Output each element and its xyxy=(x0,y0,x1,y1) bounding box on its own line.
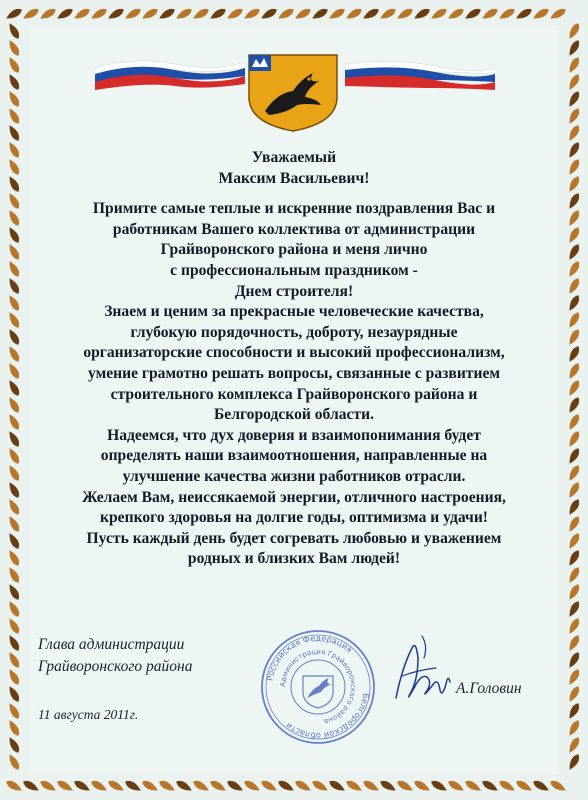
border-leaf xyxy=(327,778,346,793)
border-leaf xyxy=(566,123,581,142)
border-leaf xyxy=(89,778,108,793)
border-leaf xyxy=(6,310,21,329)
border-leaf xyxy=(72,6,91,21)
border-leaf xyxy=(6,259,21,278)
border-leaf xyxy=(106,778,125,793)
border-leaf xyxy=(566,480,581,499)
letter-line: организаторские способности и высокий профессионализм, xyxy=(83,344,505,362)
border-leaf xyxy=(242,778,261,793)
letter-line: Днем строителя! xyxy=(234,282,354,300)
border-leaf xyxy=(6,633,21,652)
border-leaf xyxy=(497,778,516,793)
border-leaf xyxy=(566,174,581,193)
border-leaf xyxy=(566,208,581,227)
stamp-text-top: Российская Федерация xyxy=(264,632,355,682)
border-leaf xyxy=(6,89,21,108)
letter-paragraphs xyxy=(40,199,548,570)
border-leaf xyxy=(514,6,533,21)
letter-line: строительного комплекса Грайворонского района и xyxy=(110,385,478,403)
letter-line: определять наши взаимоотношения, направленные на xyxy=(100,447,488,465)
letter-line: умение грамотно решать вопросы, связанные с развитием xyxy=(88,364,500,382)
border-leaf xyxy=(566,157,581,176)
border-leaf xyxy=(566,361,581,380)
border-leaf xyxy=(378,778,397,793)
border-leaf xyxy=(514,778,533,793)
border-leaf xyxy=(157,6,176,21)
border-leaf xyxy=(6,225,21,244)
border-leaf xyxy=(566,259,581,278)
border-leaf xyxy=(566,531,581,550)
letter-line: крепкого здоровья на долгие годы, оптимизма и удачи! xyxy=(100,509,488,527)
border-leaf xyxy=(566,310,581,329)
border-leaf xyxy=(6,480,21,499)
border-leaf xyxy=(566,565,581,584)
handwritten-signature xyxy=(388,628,458,714)
border-leaf xyxy=(225,778,244,793)
border-leaf xyxy=(6,497,21,516)
stamp-text-mid: Администрация Грайворонского района xyxy=(278,647,358,726)
border-leaf xyxy=(6,344,21,363)
letter-line: глубокую порядочность, доброту, незаурядные xyxy=(130,323,458,341)
border-leaf xyxy=(6,174,21,193)
border-leaf xyxy=(293,6,312,21)
border-leaf xyxy=(412,778,431,793)
border-leaf xyxy=(566,548,581,567)
letter-line: родных и близких Вам людей! xyxy=(187,550,401,568)
border-leaf xyxy=(566,650,581,669)
official-stamp xyxy=(259,628,377,746)
border-leaf xyxy=(480,6,499,21)
border-leaf xyxy=(6,72,21,91)
border-leaf xyxy=(429,778,448,793)
salutation xyxy=(40,148,548,189)
border-leaf xyxy=(566,446,581,465)
border-leaf xyxy=(4,778,23,793)
border-leaf xyxy=(566,344,581,363)
border-leaf xyxy=(566,429,581,448)
border-leaf xyxy=(259,778,278,793)
border-leaf xyxy=(531,778,550,793)
border-leaf xyxy=(566,242,581,261)
border-leaf xyxy=(6,531,21,550)
border-leaf xyxy=(191,6,210,21)
border-leaf xyxy=(566,21,581,40)
border-leaf xyxy=(225,6,244,21)
border-leaf xyxy=(6,446,21,465)
letter-line: Желаем Вам, неиссякаемой энергии, отличного настроения, xyxy=(82,488,506,506)
border-leaf xyxy=(566,667,581,686)
border-leaf xyxy=(566,140,581,159)
signer-name: А.Головин xyxy=(456,680,522,697)
border-leaf xyxy=(463,6,482,21)
border-leaf xyxy=(6,276,21,295)
border-leaf xyxy=(6,361,21,380)
border-leaf xyxy=(566,225,581,244)
border-leaf xyxy=(276,6,295,21)
border-leaf xyxy=(140,778,159,793)
border-leaf xyxy=(566,463,581,482)
border-leaf xyxy=(6,412,21,431)
border-leaf xyxy=(566,684,581,703)
border-leaf xyxy=(123,778,142,793)
letter-body xyxy=(40,148,548,570)
border-leaf xyxy=(242,6,261,21)
letter-line: с профессиональным праздником - xyxy=(170,261,418,279)
border-leaf xyxy=(123,6,142,21)
border-leaf xyxy=(395,6,414,21)
border-leaf xyxy=(89,6,108,21)
signer-title xyxy=(38,634,193,678)
border-leaf xyxy=(566,378,581,397)
border-leaf xyxy=(548,6,567,21)
letter-line: улучшение качества жизни работников отрасли. xyxy=(122,467,466,485)
border-leaf xyxy=(566,582,581,601)
border-leaf xyxy=(6,21,21,40)
border-leaf xyxy=(6,395,21,414)
border-leaf xyxy=(566,497,581,516)
border-leaf xyxy=(259,6,278,21)
border-leaf xyxy=(174,778,193,793)
stamp-emblem xyxy=(303,676,333,708)
border-leaf xyxy=(566,72,581,91)
border-leaf xyxy=(497,6,516,21)
stamp-text-bottom: Белгородской области xyxy=(283,692,372,742)
border-leaf xyxy=(6,752,21,771)
border-leaf xyxy=(6,548,21,567)
border-leaf xyxy=(4,6,23,21)
border-leaf xyxy=(140,6,159,21)
border-leaf xyxy=(6,157,21,176)
border-leaf xyxy=(21,778,40,793)
border-leaf xyxy=(310,6,329,21)
border-leaf xyxy=(566,616,581,635)
border-leaf xyxy=(6,701,21,720)
letter-date: 11 августа 2011г. xyxy=(38,707,139,722)
border-leaf xyxy=(6,718,21,737)
signer-title-line-1: Глава администрации xyxy=(38,636,185,653)
border-leaf xyxy=(566,276,581,295)
border-leaf xyxy=(566,293,581,312)
border-leaf xyxy=(6,378,21,397)
border-leaf xyxy=(6,735,21,754)
border-leaf xyxy=(6,650,21,669)
letter-line: Пусть каждый день будет согревать любовью и уважением xyxy=(86,529,502,547)
border-leaf xyxy=(6,684,21,703)
border-leaf xyxy=(395,778,414,793)
border-leaf xyxy=(361,6,380,21)
border-leaf xyxy=(531,6,550,21)
border-leaf xyxy=(566,633,581,652)
border-leaf xyxy=(38,778,57,793)
border-leaf xyxy=(446,6,465,21)
border-leaf xyxy=(361,778,380,793)
border-leaf xyxy=(174,6,193,21)
border-leaf xyxy=(548,778,567,793)
border-leaf xyxy=(566,38,581,57)
letter-line: работникам Вашего коллектива от администрации xyxy=(112,220,476,238)
border-leaf xyxy=(429,6,448,21)
border-leaf xyxy=(6,242,21,261)
border-leaf xyxy=(6,667,21,686)
letter-line: Белгородской области. xyxy=(214,406,374,424)
border-leaf xyxy=(566,599,581,618)
border-leaf xyxy=(72,778,91,793)
border-leaf xyxy=(208,778,227,793)
border-leaf xyxy=(566,752,581,771)
border-leaf xyxy=(38,6,57,21)
border-leaf xyxy=(208,6,227,21)
border-leaf xyxy=(566,395,581,414)
border-leaf xyxy=(6,514,21,533)
salutation-line-2: Максим Васильевич! xyxy=(218,169,370,187)
border-leaf xyxy=(6,123,21,142)
border-leaf xyxy=(6,38,21,57)
border-leaf xyxy=(566,701,581,720)
border-leaf xyxy=(6,140,21,159)
letter-line: Грайворонского района и меня лично xyxy=(160,241,428,259)
border-leaf xyxy=(21,6,40,21)
border-leaf xyxy=(446,778,465,793)
border-leaf xyxy=(480,778,499,793)
coat-of-arms xyxy=(247,53,339,133)
border-leaf xyxy=(6,191,21,210)
border-leaf xyxy=(378,6,397,21)
border-leaf xyxy=(6,55,21,74)
border-leaf xyxy=(6,429,21,448)
letter-line: Надеемся, что дух доверия и взаимопонимания будет xyxy=(107,426,481,444)
border-leaf xyxy=(310,778,329,793)
border-leaf xyxy=(6,599,21,618)
border-leaf xyxy=(566,514,581,533)
border-leaf xyxy=(191,778,210,793)
border-leaf xyxy=(55,778,74,793)
border-leaf xyxy=(6,565,21,584)
border-leaf xyxy=(6,208,21,227)
border-leaf xyxy=(106,6,125,21)
border-leaf xyxy=(327,6,346,21)
salutation-line-1: Уважаемый xyxy=(251,149,337,166)
border-leaf xyxy=(6,582,21,601)
letter-line: Примите самые теплые и искренние поздравления Вас и xyxy=(92,200,496,218)
border-leaf xyxy=(157,778,176,793)
border-leaf xyxy=(344,778,363,793)
border-leaf xyxy=(566,191,581,210)
border-leaf xyxy=(566,106,581,125)
border-leaf xyxy=(6,327,21,346)
border-leaf xyxy=(6,106,21,125)
border-leaf xyxy=(463,778,482,793)
border-leaf xyxy=(566,55,581,74)
border-leaf xyxy=(6,293,21,312)
border-leaf xyxy=(6,616,21,635)
border-leaf xyxy=(566,718,581,737)
border-leaf xyxy=(55,6,74,21)
border-leaf xyxy=(344,6,363,21)
signer-title-line-2: Грайворонского района xyxy=(38,658,193,675)
border-leaf xyxy=(566,327,581,346)
border-leaf xyxy=(566,735,581,754)
border-leaf xyxy=(293,778,312,793)
border-leaf xyxy=(566,89,581,108)
border-leaf xyxy=(566,412,581,431)
border-leaf xyxy=(412,6,431,21)
border-leaf xyxy=(6,463,21,482)
border-leaf xyxy=(276,778,295,793)
letter-line: Знаем и ценим за прекрасные человеческие качества, xyxy=(104,303,484,321)
